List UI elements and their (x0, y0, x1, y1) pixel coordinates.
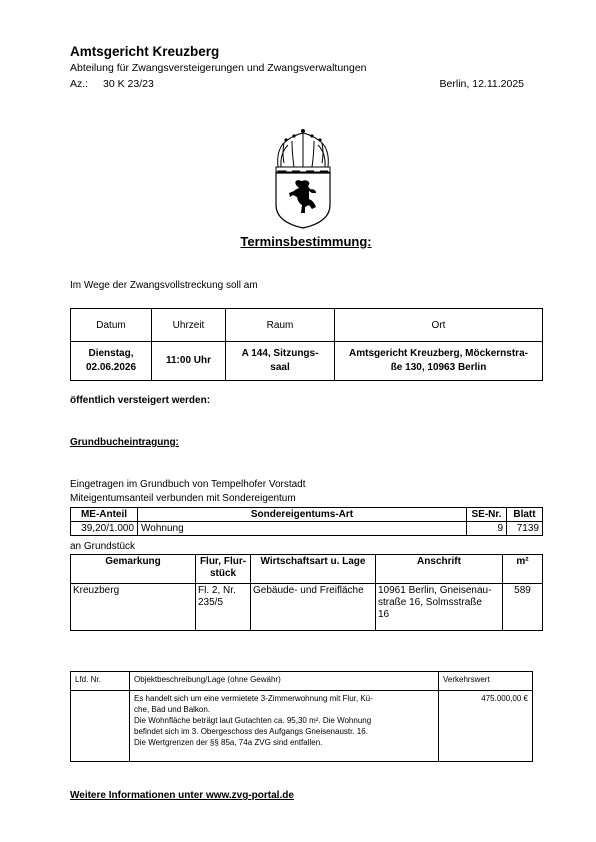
more-info-link[interactable]: Weitere Informationen unter www.zvg-portal.de (70, 790, 294, 801)
table-header-row (71, 508, 543, 522)
header-lfd-nr: Lfd. Nr. (71, 672, 130, 691)
header-se-nr: SE-Nr. (467, 508, 507, 522)
cell-sondereigentums-art: Wohnung (138, 522, 467, 536)
header-m2: m² (503, 555, 543, 584)
termin-uhrzeit: 11:00 Uhr (152, 342, 226, 381)
table-row (71, 342, 543, 381)
datum-weekday: Dienstag, (88, 348, 134, 359)
desc-line-4: befindet sich im 3. Obergeschoss des Aufgangs Gneisenaustr. 16. (134, 727, 368, 736)
ort-line-2: ße 130, 10963 Berlin (390, 362, 487, 373)
desc-line-2: che, Bad und Balkon. (134, 705, 211, 714)
page-title: Terminsbestimmung: (240, 234, 372, 249)
cell-objektbeschreibung (130, 691, 439, 762)
berlin-coat-of-arms-icon (272, 127, 334, 229)
flur-line-2: 235/5 (198, 597, 224, 608)
header-ort: Ort (335, 309, 543, 342)
termin-datum (71, 342, 152, 381)
anschrift-line-1: 10961 Berlin, Gneisenau- (378, 585, 492, 596)
cell-flur (196, 584, 251, 631)
header-me-anteil: ME-Anteil (71, 508, 138, 522)
place-date: Berlin, 12.11.2025 (439, 78, 524, 90)
header-objektbeschreibung: Objektbeschreibung/Lage (ohne Gewähr) (130, 672, 439, 691)
termin-table (70, 308, 543, 381)
header-wirtschaftsart: Wirtschaftsart u. Lage (251, 555, 376, 584)
header-uhrzeit: Uhrzeit (152, 309, 226, 342)
cell-wirtschaftsart: Gebäude- und Freifläche (251, 584, 376, 631)
object-table (70, 671, 533, 762)
land-register-text: Eingetragen im Grundbuch von Tempelhofer Vorstadt (70, 479, 306, 490)
section-heading-grundbuch: Grundbucheintragung: (70, 437, 179, 448)
header-gemarkung: Gemarkung (71, 555, 196, 584)
department: Abteilung für Zwangsversteigerungen und Zwangsverwaltungen (70, 62, 367, 74)
intro-text: Im Wege der Zwangsvollstreckung soll am (70, 280, 258, 291)
raum-line-2: saal (270, 362, 290, 373)
cell-me-anteil: 39,20/1.000 (71, 522, 138, 536)
table-header-row (71, 309, 543, 342)
anschrift-line-3: 16 (378, 609, 390, 620)
cell-se-nr: 9 (467, 522, 507, 536)
header-datum: Datum (71, 309, 152, 342)
header-blatt: Blatt (507, 508, 543, 522)
header-verkehrswert: Verkehrswert (439, 672, 533, 691)
desc-line-3: Die Wohnfläche beträgt laut Gutachten ca. 95,30 m². Die Wohnung (134, 716, 372, 725)
cell-gemarkung: Kreuzberg (71, 584, 196, 631)
header-flur-line-2: stück (209, 568, 237, 579)
table-header-row (71, 555, 543, 584)
case-number: 30 K 23/23 (103, 78, 154, 90)
desc-line-5: Die Wertgrenzen der §§ 85a, 74a ZVG sind entfallen. (134, 738, 323, 747)
an-grundstueck-text: an Grundstück (70, 541, 136, 552)
cell-blatt: 7139 (507, 522, 543, 536)
table-header-row (71, 672, 533, 691)
datum-date: 02.06.2026 (85, 362, 137, 373)
table-row (71, 522, 543, 536)
raum-line-1: A 144, Sitzungs- (241, 348, 319, 359)
table-row (71, 584, 543, 631)
flur-line-1: Fl. 2, Nr. (198, 585, 236, 596)
desc-line-1: Es handelt sich um eine vermietete 3-Zimmerwohnung mit Flur, Kü- (134, 694, 373, 703)
termin-ort (335, 342, 543, 381)
special-ownership-table (70, 507, 543, 536)
auction-statement: öffentlich versteigert werden: (70, 395, 211, 406)
header-raum: Raum (226, 309, 335, 342)
anschrift-line-2: straße 16, Solmsstraße (378, 597, 482, 608)
court-name: Amtsgericht Kreuzberg (70, 44, 220, 59)
termin-raum (226, 342, 335, 381)
case-number-label: Az.: (70, 78, 89, 90)
co-ownership-text: Miteigentumsanteil verbunden mit Sondereigentum (70, 493, 296, 504)
cell-m2: 589 (503, 584, 543, 631)
header-anschrift: Anschrift (376, 555, 503, 584)
plot-table (70, 554, 543, 631)
cell-verkehrswert: 475.000,00 € (439, 691, 533, 762)
header-flur (196, 555, 251, 584)
table-row (71, 691, 533, 762)
header-sondereigentums-art: Sondereigentums-Art (138, 508, 467, 522)
cell-lfd-nr (71, 691, 130, 762)
ort-line-1: Amtsgericht Kreuzberg, Möckernstra- (349, 348, 528, 359)
cell-anschrift (376, 584, 503, 631)
header-flur-line-1: Flur, Flur- (199, 556, 247, 567)
